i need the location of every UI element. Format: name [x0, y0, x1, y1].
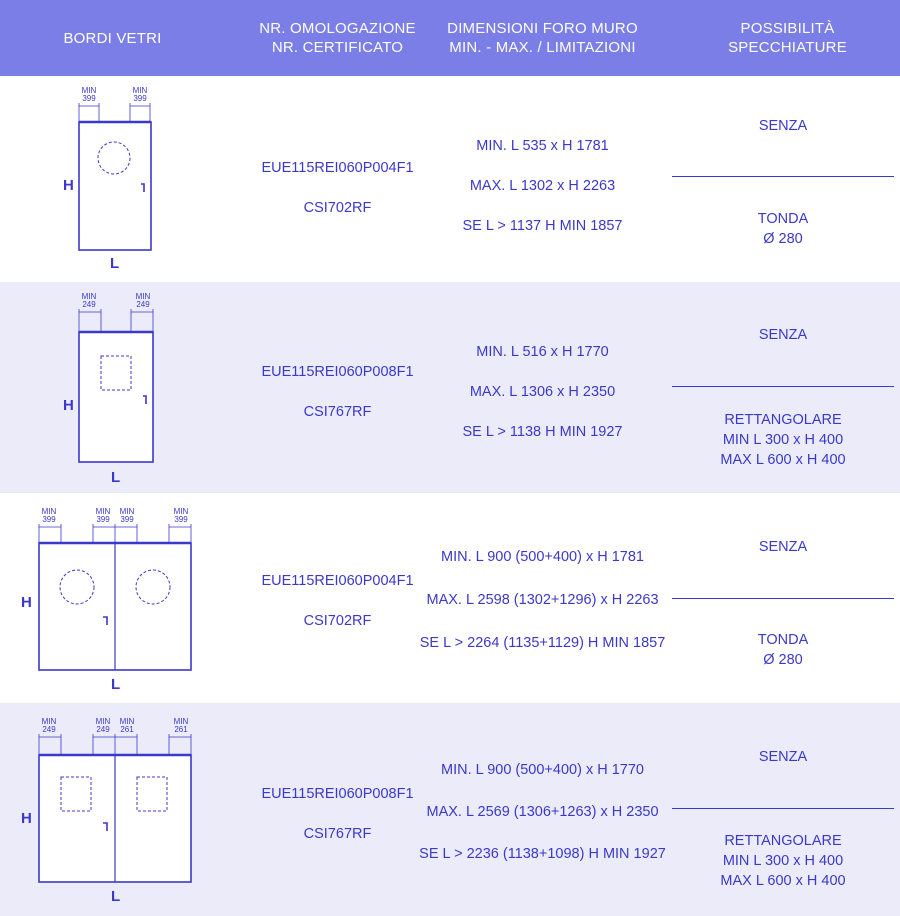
dim-limit: SE L > 2264 (1135+1129) H MIN 1857: [419, 635, 666, 651]
header-label: SPECCHIATURE: [728, 39, 847, 56]
header-label: DIMENSIONI FORO MURO: [447, 20, 638, 37]
table-header: [0, 0, 900, 76]
door-leaf: [79, 122, 151, 250]
certificate-number: CSI767RF: [303, 404, 372, 420]
spec-option-none: [672, 325, 894, 345]
height-label: H: [21, 810, 32, 827]
spec-option-rect: [672, 410, 894, 470]
dim-max: MAX. L 2569 (1306+1263) x H 2350: [426, 804, 659, 820]
spec-text: RETTANGOLARE: [724, 412, 842, 428]
spec-divider: [672, 386, 894, 387]
dimensions-cell: [420, 332, 665, 452]
door-drawing-double-rect: [15, 717, 205, 909]
dim-label: MIN: [95, 717, 111, 726]
spec-text: MAX L 600 x H 400: [720, 873, 846, 889]
height-label: H: [63, 397, 74, 414]
spec-option-rect: [672, 831, 894, 891]
table-row: [0, 282, 900, 493]
spec-option-none: [672, 747, 894, 767]
homologation-number: EUE115REI060P004F1: [261, 160, 414, 176]
door-drawing-single-round: [55, 86, 165, 276]
certificate-number: CSI702RF: [303, 613, 372, 629]
dim-max: MAX. L 1306 x H 2350: [469, 384, 616, 400]
dimensions-cell: [420, 126, 665, 246]
header-label: NR. OMOLOGAZIONE: [259, 20, 416, 37]
spec-option-none: [672, 116, 894, 136]
dim-label: 399: [120, 515, 134, 524]
dim-label: 399: [133, 94, 147, 103]
header-dimensioni: [430, 0, 655, 76]
dim-label: 261: [174, 725, 188, 734]
width-label: L: [111, 469, 121, 486]
spec-text: TONDA: [757, 211, 809, 227]
dim-limit: SE L > 2236 (1138+1098) H MIN 1927: [419, 846, 666, 862]
header-label: BORDI VETRI: [63, 29, 162, 47]
dim-max: MAX. L 2598 (1302+1296) x H 2263: [426, 592, 659, 608]
dim-label: MIN: [119, 717, 135, 726]
spec-option-round: [672, 209, 894, 249]
spec-text: Ø 280: [763, 652, 803, 668]
spec-text: Ø 280: [763, 231, 803, 247]
certificate-number: CSI702RF: [303, 200, 372, 216]
dim-label: MIN: [81, 86, 97, 95]
height-label: H: [21, 594, 32, 611]
dim-limit: SE L > 1137 H MIN 1857: [462, 218, 623, 234]
spec-text: RETTANGOLARE: [724, 833, 842, 849]
table-row: [0, 493, 900, 703]
dim-min: MIN. L 516 x H 1770: [476, 344, 609, 360]
spec-text: MIN L 300 x H 400: [722, 432, 844, 448]
dim-label: MIN: [135, 292, 151, 301]
dim-min: MIN. L 900 (500+400) x H 1781: [441, 549, 644, 565]
dim-label: MIN: [173, 717, 189, 726]
dim-label: MIN: [41, 717, 57, 726]
width-label: L: [111, 676, 121, 693]
dimensions-cell: [410, 749, 675, 875]
dim-label: MIN: [81, 292, 97, 301]
homologation-number: EUE115REI060P008F1: [261, 364, 414, 380]
door-drawing-double-round: [15, 507, 205, 697]
spec-divider: [672, 176, 894, 177]
spec-divider: [672, 808, 894, 809]
spec-option-none: [672, 537, 894, 557]
dim-max: MAX. L 1302 x H 2263: [469, 178, 616, 194]
spec-text: TONDA: [757, 632, 809, 648]
table-row: [0, 76, 900, 282]
dim-min: MIN. L 900 (500+400) x H 1770: [441, 762, 644, 778]
header-label: POSSIBILITÀ: [740, 20, 835, 37]
dim-label: MIN: [173, 507, 189, 516]
spec-divider: [672, 598, 894, 599]
dim-label: 399: [174, 515, 188, 524]
dim-label: 261: [120, 725, 134, 734]
dim-label: MIN: [41, 507, 57, 516]
dim-min: MIN. L 535 x H 1781: [476, 138, 609, 154]
table-row: [0, 703, 900, 916]
spec-text: SENZA: [758, 327, 808, 343]
header-omologazione: [225, 0, 450, 76]
header-specchiature: [675, 0, 900, 76]
dim-label: MIN: [95, 507, 111, 516]
height-label: H: [63, 177, 74, 194]
homologation-number: EUE115REI060P004F1: [261, 573, 414, 589]
dim-label: 399: [42, 515, 56, 524]
header-label: MIN. - MAX. / LIMITAZIONI: [449, 39, 636, 56]
spec-option-round: [672, 630, 894, 670]
header-bordi-vetri: [0, 0, 225, 76]
dim-label: 399: [96, 515, 110, 524]
spec-text: MIN L 300 x H 400: [722, 853, 844, 869]
dim-label: 399: [82, 94, 96, 103]
certification-cell: [225, 352, 450, 432]
dim-label: 249: [82, 300, 96, 309]
dim-label: MIN: [119, 507, 135, 516]
width-label: L: [111, 888, 121, 905]
door-drawing-single-rect: [55, 292, 165, 487]
spec-text: SENZA: [758, 118, 808, 134]
spec-text: SENZA: [758, 539, 808, 555]
dim-label: 249: [136, 300, 150, 309]
homologation-number: EUE115REI060P008F1: [261, 786, 414, 802]
certificate-number: CSI767RF: [303, 826, 372, 842]
dim-limit: SE L > 1138 H MIN 1927: [462, 424, 623, 440]
dim-label: MIN: [132, 86, 148, 95]
dim-label: 249: [42, 725, 56, 734]
width-label: L: [110, 255, 120, 272]
spec-text: SENZA: [758, 749, 808, 765]
certification-cell: [225, 148, 450, 228]
dim-label: 249: [96, 725, 110, 734]
door-leaf: [79, 332, 153, 462]
spec-text: MAX L 600 x H 400: [720, 452, 846, 468]
dimensions-cell: [410, 536, 675, 665]
header-label: NR. CERTIFICATO: [271, 39, 404, 56]
